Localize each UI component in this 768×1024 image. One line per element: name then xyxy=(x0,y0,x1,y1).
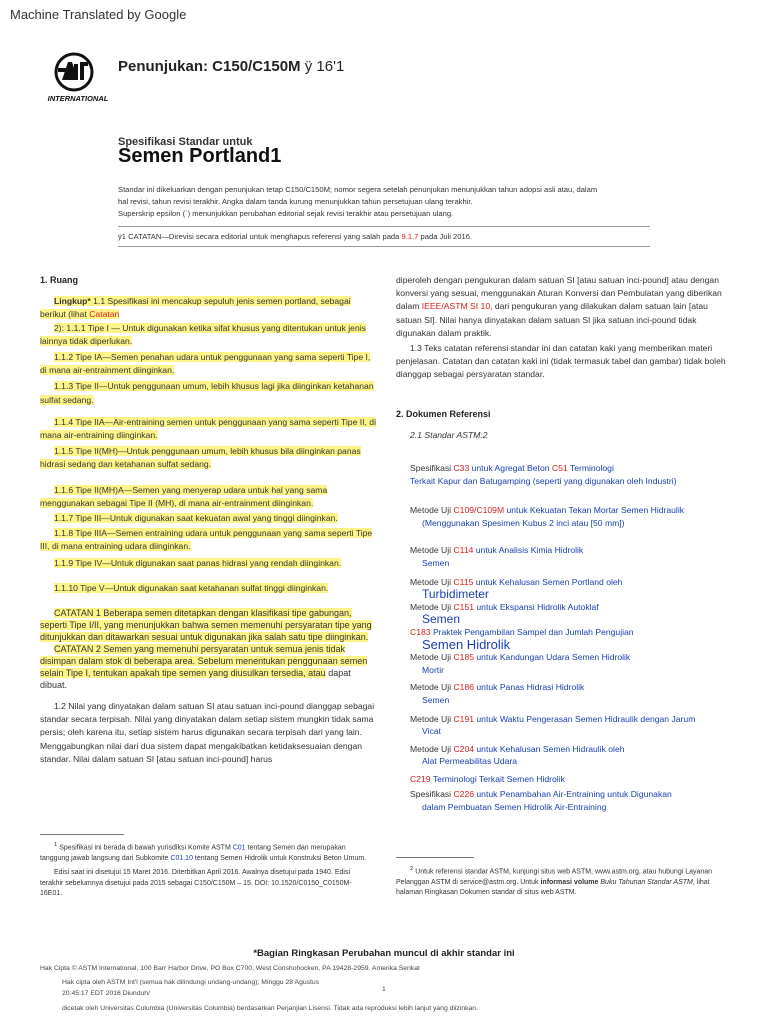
footnote-1-text-c: tentang Semen Hidrolik untuk Konstruksi Beton Umum. xyxy=(194,854,367,862)
footnote-1-ref-c0110[interactable]: C01.10 xyxy=(170,854,193,862)
ref-prefix: Metode Uji xyxy=(410,743,452,754)
note-2: CATATAN 2 Semen yang memenuhi persyaratan untuk semua jenis tidak disimpan dalam stok di beberapa area. Sebelum menentukan penggunaan semen selain Tipe I, tentukan apakah tipe semen yang diusulkan tersedia, atau xyxy=(40,644,368,679)
ref-item-c204[interactable] xyxy=(410,743,740,756)
logo-text: INTERNATIONAL xyxy=(47,94,109,103)
ref-code-c185[interactable]: C185 xyxy=(453,652,475,663)
ref-prefix: Spesifikasi xyxy=(410,789,452,800)
ref-item-c191[interactable] xyxy=(410,713,740,726)
ref-prefix: Metode Uji xyxy=(410,576,452,587)
ref-title-c185-cont[interactable]: Mortir xyxy=(422,664,444,675)
para-1-3: 1.3 Teks catatan referensi standar ini dan catatan kaki yang memberikan materi penjelasan. Catatan dan catatan kaki ini (tidak termasuk tabel dan gambar) tidak boleh dianggap sebagai persyaratan standar. xyxy=(396,343,726,380)
ref-code-c191[interactable]: C191 xyxy=(453,713,475,724)
footnote-1-text-b: tentang Semen dan merupakan tanggung jawab langsung dari Subkomite xyxy=(40,844,346,862)
ref-code-c114[interactable]: C114 xyxy=(453,545,474,556)
right-column xyxy=(396,274,734,442)
designation-suffix: ÿ 16'1 xyxy=(304,58,345,75)
ref-title-c186-cont[interactable]: Semen xyxy=(422,694,450,705)
ref-title-c191[interactable]: untuk Waktu Pengerasan Semen Hidraulik dengan Jarum xyxy=(476,713,696,724)
scope-type-ia: 1.1.2 Tipe IA—Semen penahan udara untuk penggunaan yang sama seperti Tipe I, di mana air-entrainment diinginkan. xyxy=(40,352,371,376)
ref-title-c109-cont[interactable]: (Menggunakan Spesimen Kubus 2 inci atau [50 mm]) xyxy=(422,517,625,528)
scope-label: Lingkup* xyxy=(54,296,91,307)
footnote-1-edition: Edisi saat ini disetujui 15 Maret 2016. Diterbitkan April 2016. Awalnya disetujui pada 1940. Edisi terakhir sebelumnya disetujui pada 2015 sebagai C150/C150M – 15. DOI: 10.1520/C0150_C0150M-16E01. xyxy=(40,869,352,898)
ref-title-c151-cont[interactable]: Semen xyxy=(422,612,461,627)
ieee-ref[interactable]: IEEE/ASTM SI 10, xyxy=(421,301,493,312)
summary-of-changes-note: *Bagian Ringkasan Perubahan muncul di akhir standar ini xyxy=(253,948,515,959)
ref-code-c51[interactable]: C51 xyxy=(551,463,568,473)
section-heading-refs: 2. Dokumen Referensi xyxy=(396,408,491,419)
intro-divider-top xyxy=(118,226,650,227)
footnote-1-divider xyxy=(40,834,124,835)
para-1-2-cont: diperoleh dengan pengukuran dalam satuan SI [atau satuan inci-pound] atau dengan konversi yang sesuai, menggunakan Aturan Konversi dan Pembulatan yang diberikan dalam xyxy=(396,275,722,312)
scope-type-iiia: 1.1.8 Tipe IIIA—Semen entraining udara untuk penggunaan yang sama seperti Tipe III, di mana entraining udara diinginkan. xyxy=(40,528,373,552)
ref-prefix: Metode Uji xyxy=(410,505,452,516)
scope-note-ref[interactable]: Catatan xyxy=(89,309,120,320)
reference-list xyxy=(410,462,740,814)
astm-logo xyxy=(44,50,112,106)
ref-item-c33[interactable] xyxy=(410,462,740,475)
footnote-1-text-a: Spesifikasi ini berada di bawah yurisdiksi Komite ASTM xyxy=(59,844,231,852)
note-2-tail: dapat dibuat. xyxy=(40,668,351,691)
ref-title-c183[interactable]: Praktek Pengambilan Sampel dan Jumlah Pengujian xyxy=(432,626,634,637)
intro-divider-bottom xyxy=(118,246,650,247)
ref-item-c219[interactable] xyxy=(410,773,740,786)
ref-prefix: Spesifikasi xyxy=(410,463,452,473)
ref-item-c185[interactable] xyxy=(410,651,740,664)
scope-type-iv: 1.1.9 Tipe IV—Untuk digunakan saat panas hidrasi yang rendah diinginkan. xyxy=(54,557,342,568)
ref-code-c204[interactable]: C204 xyxy=(453,743,475,754)
ref-code-c151[interactable]: C151 xyxy=(453,601,475,612)
intro-line-2: hal revisi, tahun revisi terakhir. Angka dalam tanda kurung menunjukkan tahun persetujuan ulang terakhir. xyxy=(118,197,473,206)
ref-prefix: Metode Uji xyxy=(410,545,452,556)
scope-type-iii: 1.1.7 Tipe III—Untuk digunakan saat kekuatan awal yang tinggi diinginkan. xyxy=(54,513,338,524)
scope-type-i: 2): 1.1.1 Tipe I — Untuk digunakan ketika sifat khusus yang ditentukan untuk jenis lainnya tidak diperlukan. xyxy=(40,322,366,346)
ref-code-c219[interactable]: C219 xyxy=(410,773,431,784)
ref-code-c115[interactable]: C115 xyxy=(453,576,474,587)
designation xyxy=(118,58,344,75)
footnote-2: $^2$ Untuk referensi standar ASTM, kunjungi situs web ASTM, www.astm.org, atau hubungi Layanan Pelanggan ASTM di service@astm.org. Untuk informasi volume Buku Tahunan Standar ASTM, lihat halaman Ringkasan Dokumen standar di situs web ASTM. xyxy=(396,866,713,897)
ref-item-c186[interactable] xyxy=(410,681,740,694)
ref-title-c33[interactable]: untuk Agregat Beton xyxy=(471,463,550,473)
ref-prefix: Metode Uji xyxy=(410,682,452,693)
ref-title-c226-cont[interactable]: dalam Pembuatan Semen Hidrolik Air-Entraining xyxy=(422,802,607,813)
epsilon-note-ref[interactable]: 9.1.7 xyxy=(401,232,419,241)
spec-subtitle: Spesifikasi Standar untuk xyxy=(118,136,253,148)
footnote-2-divider xyxy=(396,857,474,858)
footnote-1: $^1$ Spesifikasi ini berada di bawah yurisdiksi Komite ASTM C01 tentang Semen dan merupakan tanggung jawab langsung dari Subkomite C01.10 tentang Semen Hidrolik untuk Konstruksi Beton Umum. Edisi saat ini disetujui 15 Maret 2016. Diterbitkan April 2016. Awalnya disetujui pada 1940. Edisi terakhir sebelumnya disetujui pada 2015 sebagai C150/C150M – 15. DOI: 10.1520/C0150_C0150M-16E01. xyxy=(40,840,370,900)
footnote-1-ref-c01[interactable]: C01 xyxy=(232,844,246,852)
footnote-2-text-a: Untuk referensi standar ASTM, kunjungi situs web ASTM, www.astm.org, atau hubungi Layanan Pelanggan ASTM di service@astm.org. Untuk xyxy=(396,868,713,886)
section-heading-scope: 1. Ruang xyxy=(40,275,79,285)
footnote-2-text-b: informasi volume xyxy=(540,878,599,886)
ref-title-c51-cont[interactable]: Terkait Kapur dan Batugamping (seperti yang digunakan oleh Industri) xyxy=(410,475,677,486)
ref-title-c114-cont[interactable]: Semen xyxy=(422,557,450,568)
ref-title-c115[interactable]: untuk Kehalusan Semen Portland oleh xyxy=(475,576,623,587)
para-1-2-cont-tail: dari pengukuran yang dilakukan dalam satuan lain [atau satuan SI]. Nilai hanya dinyatakan dalam satuan SI jika satuan inci-pound tidak digunakan dalam praktik. xyxy=(396,301,708,338)
ref-code-c183[interactable]: C183 xyxy=(410,626,431,637)
intro-line-1: Standar ini dikeluarkan dengan penunjukan tetap C150/C150M; nomor segera setelah penunjukan menunjukkan tahun adopsi asli atau, dalam xyxy=(118,185,598,194)
scope-type-iimha: 1.1.6 Tipe II(MH)A—Semen yang menyerap udara untuk hal yang sama menggunakan sebagai Tipe II (MH), di mana air-entrainment diinginkan. xyxy=(40,484,328,508)
ref-title-c185[interactable]: untuk Kandungan Udara Semen Hidrolik xyxy=(476,652,631,663)
note-1: CATATAN 1 Beberapa semen ditetapkan dengan klasifikasi tipe gabungan, seperti Tipe I/II, yang menunjukkan bahwa semen memenuhi persyaratan tipe yang ditunjukkan dan ditawarkan sesuai untuk digunakan jika salah satu tipe diinginkan. xyxy=(40,608,372,643)
scope-type-ii: 1.1.3 Tipe II—Untuk penggunaan umum, lebih khusus lagi jika diinginkan ketahanan sulfat sedang. xyxy=(40,381,374,405)
ref-code-c33[interactable]: C33 xyxy=(453,463,470,473)
ref-code-c226[interactable]: C226 xyxy=(453,789,475,800)
ref-title-c115-cont[interactable]: Turbidimeter xyxy=(422,587,489,602)
left-column xyxy=(40,274,378,766)
designation-label: Penunjukan: C150/C150M xyxy=(118,58,301,75)
scope-type-v: 1.1.10 Tipe V—Untuk digunakan saat ketahanan sulfat tinggi diinginkan. xyxy=(54,582,329,593)
ref-title-c109[interactable]: untuk Kekuatan Tekan Mortar Semen Hidraulik xyxy=(506,505,685,516)
scope-type-iimh: 1.1.5 Tipe II(MH)—Untuk penggunaan umum, lebih khusus bila diinginkan panas hidrasi sedang dan ketahanan sulfat sedang. xyxy=(40,446,361,470)
footnote-2-text-c: Buku Tahunan Standar ASTM xyxy=(600,878,693,886)
ref-title-c226[interactable]: untuk Penambahan Air-Entraining untuk Digunakan xyxy=(476,789,672,800)
footnote-2-text-d: , lihat halaman Ringkasan Dokumen standar di situs web ASTM. xyxy=(396,878,710,897)
ref-title-c183-cont[interactable]: Semen Hidrolik xyxy=(422,636,511,652)
ref-title-c191-cont[interactable]: Vicat xyxy=(422,726,441,737)
ref-title-c51[interactable]: Terminologi xyxy=(569,463,614,473)
ref-title-c204[interactable]: untuk Kehalusan Semen Hidraulik oleh xyxy=(476,743,625,754)
scope-para-1: 1.1 Spesifikasi ini mencakup sepuluh jenis semen portland, sebagai berikut (lihat xyxy=(40,296,351,320)
ref-item-c114[interactable] xyxy=(410,544,740,557)
astm-standards-label: 2.1 Standar ASTM:2 xyxy=(410,429,488,440)
para-1-2: 1.2 Nilai yang dinyatakan dalam satuan SI atau satuan inci-pound dianggap sebagai standar secara terpisah. Nilai yang dinyatakan dalam setiap sistem mungkin tidak sama persis; oleh karena itu, setiap sistem harus digunakan secara terpisah dari yang lain. Menggabungkan nilai dari dua sistem dapat mengakibatkan ketidaksesuaian dengan standar. Nilai dalam satuan SI [atau satuan inci-pound] harus xyxy=(40,701,375,764)
ref-prefix: Metode Uji xyxy=(410,713,452,724)
scope-type-iia: 1.1.4 Tipe IIA—Air-entraining semen untuk penggunaan yang sama seperti Tipe II, di mana air-entraining diinginkan. xyxy=(40,416,376,441)
ref-item-c109[interactable] xyxy=(410,504,740,517)
ref-code-c109[interactable]: C109/C109M xyxy=(453,505,505,516)
ref-item-c226[interactable] xyxy=(410,788,740,801)
epsilon-note xyxy=(118,232,472,241)
ref-title-c204-cont[interactable]: Alat Permeabilitas Udara xyxy=(422,756,518,767)
ref-title-c186[interactable]: untuk Panas Hidrasi Hidrolik xyxy=(476,682,585,693)
intro-line-3: Superskrip epsilon (´) menunjukkan perubahan editorial sejak revisi terakhir atau persetujuan ulang. xyxy=(118,209,454,218)
ref-title-c114[interactable]: untuk Analisis Kimia Hidrolik xyxy=(475,545,584,556)
license-line-1: Hak cipta oleh ASTM Int'l (semua hak dilindungi undang-undang); Minggu 28 Agustus xyxy=(62,979,320,986)
ref-prefix: Metode Uji xyxy=(410,652,452,663)
spec-title: Semen Portland1 xyxy=(118,145,282,167)
copyright-line: Hak Cipta © ASTM International, 100 Barr Harbor Drive, PO Box C700, West Conshohocken, PA 19428-2959. Amerika Serikat xyxy=(40,965,420,972)
license-line-3: dicetak oleh Universitas Columbia (Universitas Columbia) berdasarkan Perjanjian Lisensi. Tidak ada reproduksi lebih lanjut yang diizinkan. xyxy=(62,1005,478,1012)
machine-translated-label: Machine Translated by Google xyxy=(10,7,187,22)
ref-code-c186[interactable]: C186 xyxy=(453,682,475,693)
ref-title-c151[interactable]: untuk Ekspansi Hidrolik Autoklaf xyxy=(476,601,599,612)
intro-block xyxy=(118,184,648,220)
epsilon-note-tail: pada Juli 2016. xyxy=(420,232,473,241)
epsilon-note-text: ÿ1 CATATAN—Direvisi secara editorial untuk menghapus referensi yang salah pada xyxy=(118,232,400,241)
ref-prefix: Metode Uji xyxy=(410,601,452,612)
page-number: 1 xyxy=(382,986,386,993)
license-line-2: 20:45:17 EDT 2016 Diunduh/ xyxy=(62,990,150,997)
ref-title-c219[interactable]: Terminologi Terkait Semen Hidrolik xyxy=(432,773,565,784)
